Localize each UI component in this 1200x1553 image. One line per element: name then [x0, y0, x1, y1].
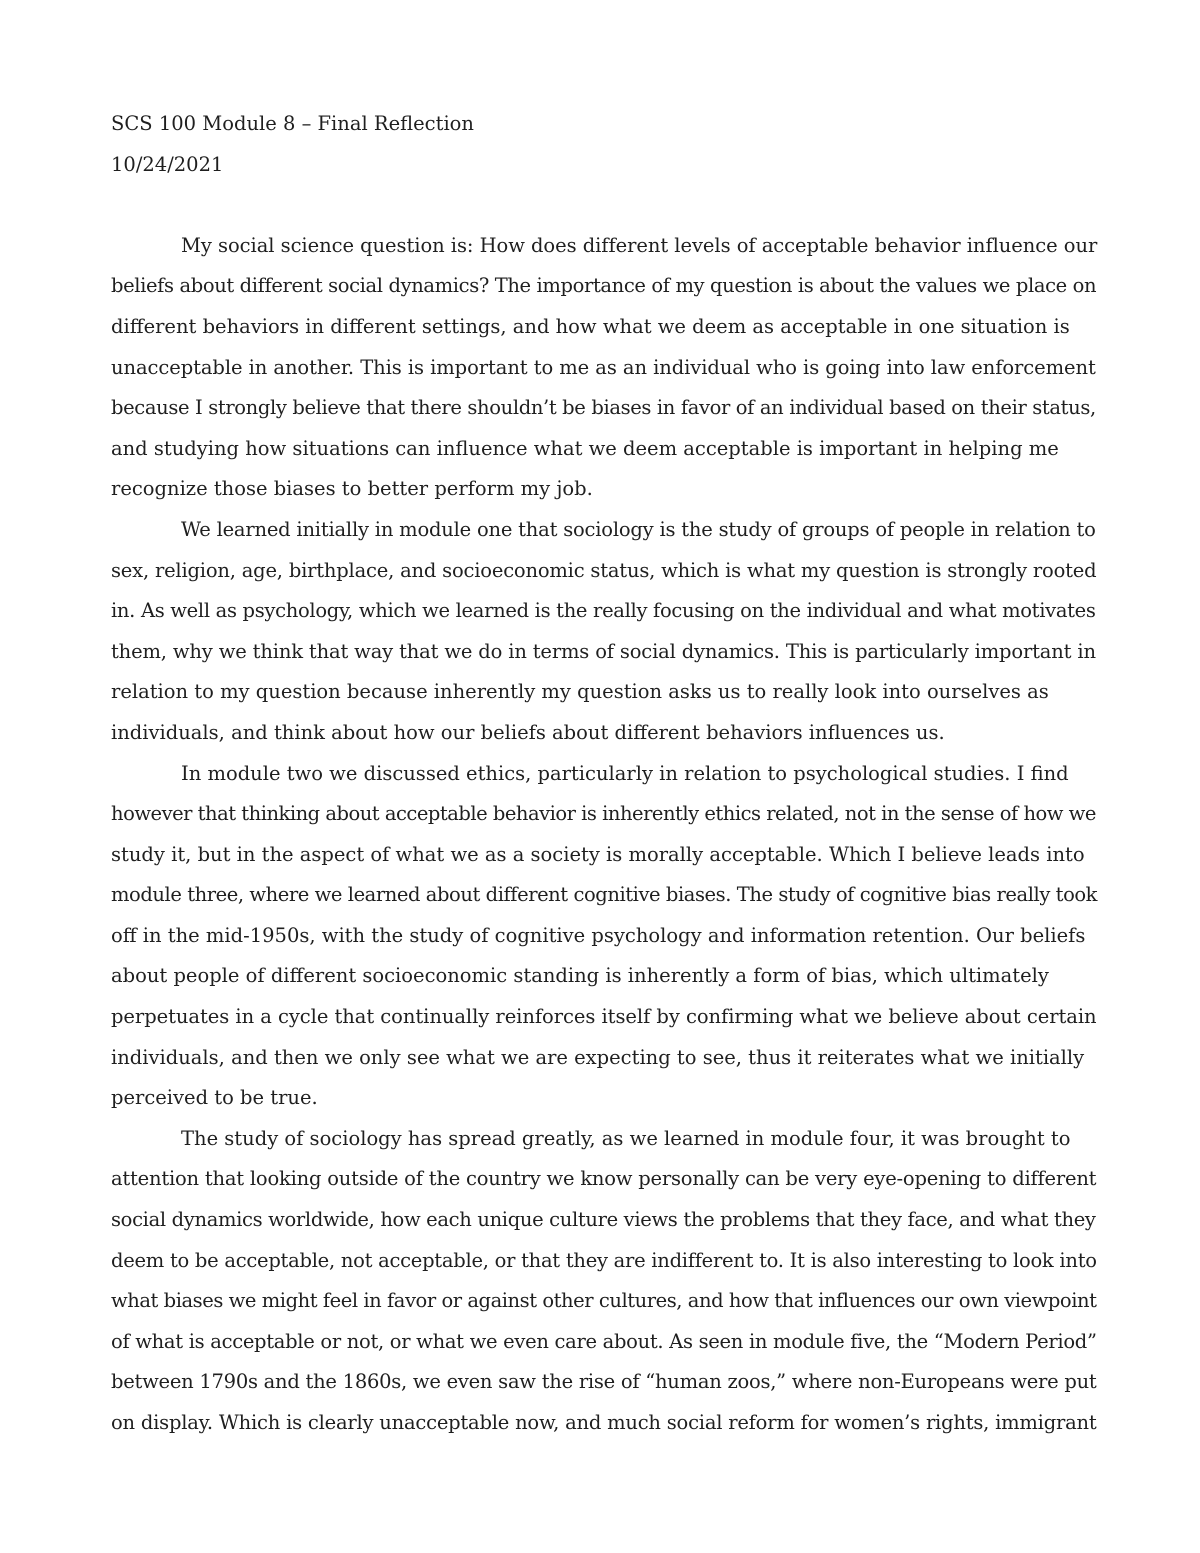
text-line: however that thinking about acceptable behavior is inherently ethics related, not in the sense of how we [111, 802, 1096, 826]
blank-line [111, 185, 1096, 226]
document-date: 10/24/2021 [111, 152, 224, 176]
text-line: unacceptable in another. This is important to me as an individual who is going into law enforcement [111, 355, 1096, 379]
paragraph [111, 754, 1096, 1119]
text-line: perpetuates in a cycle that continually reinforces itself by confirming what we believe about certain [111, 1005, 1097, 1029]
paragraph [111, 510, 1096, 754]
text-line: social dynamics worldwide, how each unique culture views the problems that they face, and what they [111, 1208, 1096, 1232]
text-line: In module two we discussed ethics, particularly in relation to psychological studies. I find [181, 761, 1069, 785]
text-line: different behaviors in different settings, and how what we deem as acceptable in one situation is [111, 314, 1070, 338]
text-line: sex, religion, age, birthplace, and socioeconomic status, which is what my question is strongly rooted [111, 558, 1097, 582]
text-line: in. As well as psychology, which we learned is the really focusing on the individual and what motivates [111, 599, 1096, 623]
text-line: on display. Which is clearly unacceptable now, and much social reform for women’s rights, immigrant [111, 1411, 1097, 1434]
paragraph [111, 226, 1096, 510]
text-line: between 1790s and the 1860s, we even saw the rise of “human zoos,” where non-Europeans were put [111, 1370, 1097, 1394]
paragraphs-container [111, 226, 1096, 1444]
paragraph [111, 1119, 1096, 1444]
text-line: them, why we think that way that we do in terms of social dynamics. This is particularly important in [111, 639, 1096, 663]
text-line: of what is acceptable or not, or what we even care about. As seen in module five, the “Modern Period” [111, 1329, 1097, 1353]
document-title: SCS 100 Module 8 – Final Reflection [111, 112, 474, 135]
text-line: individuals, and then we only see what we are expecting to see, thus it reiterates what we initially [111, 1045, 1085, 1069]
text-line: module three, where we learned about different cognitive biases. The study of cognitive bias really took [111, 883, 1098, 907]
text-line: what biases we might feel in favor or against other cultures, and how that influences our own viewpoint [111, 1289, 1097, 1313]
text-line: The study of sociology has spread greatly, as we learned in module four, it was brought to [181, 1126, 1071, 1150]
text-line: study it, but in the aspect of what we as a society is morally acceptable. Which I believe leads into [111, 842, 1085, 866]
text-line: beliefs about different social dynamics? The importance of my question is about the values we place on [111, 274, 1097, 298]
text-line: attention that looking outside of the country we know personally can be very eye-opening to different [111, 1167, 1097, 1191]
text-line: individuals, and think about how our beliefs about different behaviors influences us. [111, 720, 945, 744]
text-line: deem to be acceptable, not acceptable, or that they are indifferent to. It is also interesting to look into [111, 1248, 1097, 1272]
text-line: My social science question is: How does different levels of acceptable behavior influence our [181, 233, 1098, 257]
text-line: relation to my question because inherently my question asks us to really look into ourselves as [111, 680, 1049, 704]
text-line: We learned initially in module one that sociology is the study of groups of people in relation to [181, 517, 1096, 541]
text-line: off in the mid-1950s, with the study of cognitive psychology and information retention. Our beliefs [111, 923, 1086, 947]
text-line: and studying how situations can influence what we deem acceptable is important in helping me [111, 436, 1059, 460]
text-line: perceived to be true. [111, 1086, 318, 1110]
text-line: about people of different socioeconomic standing is inherently a form of bias, which ultimately [111, 964, 1049, 988]
text-line: recognize those biases to better perform my job. [111, 477, 593, 501]
document-body [111, 104, 1096, 1444]
text-line: because I strongly believe that there shouldn’t be biases in favor of an individual based on their status, [111, 396, 1096, 420]
